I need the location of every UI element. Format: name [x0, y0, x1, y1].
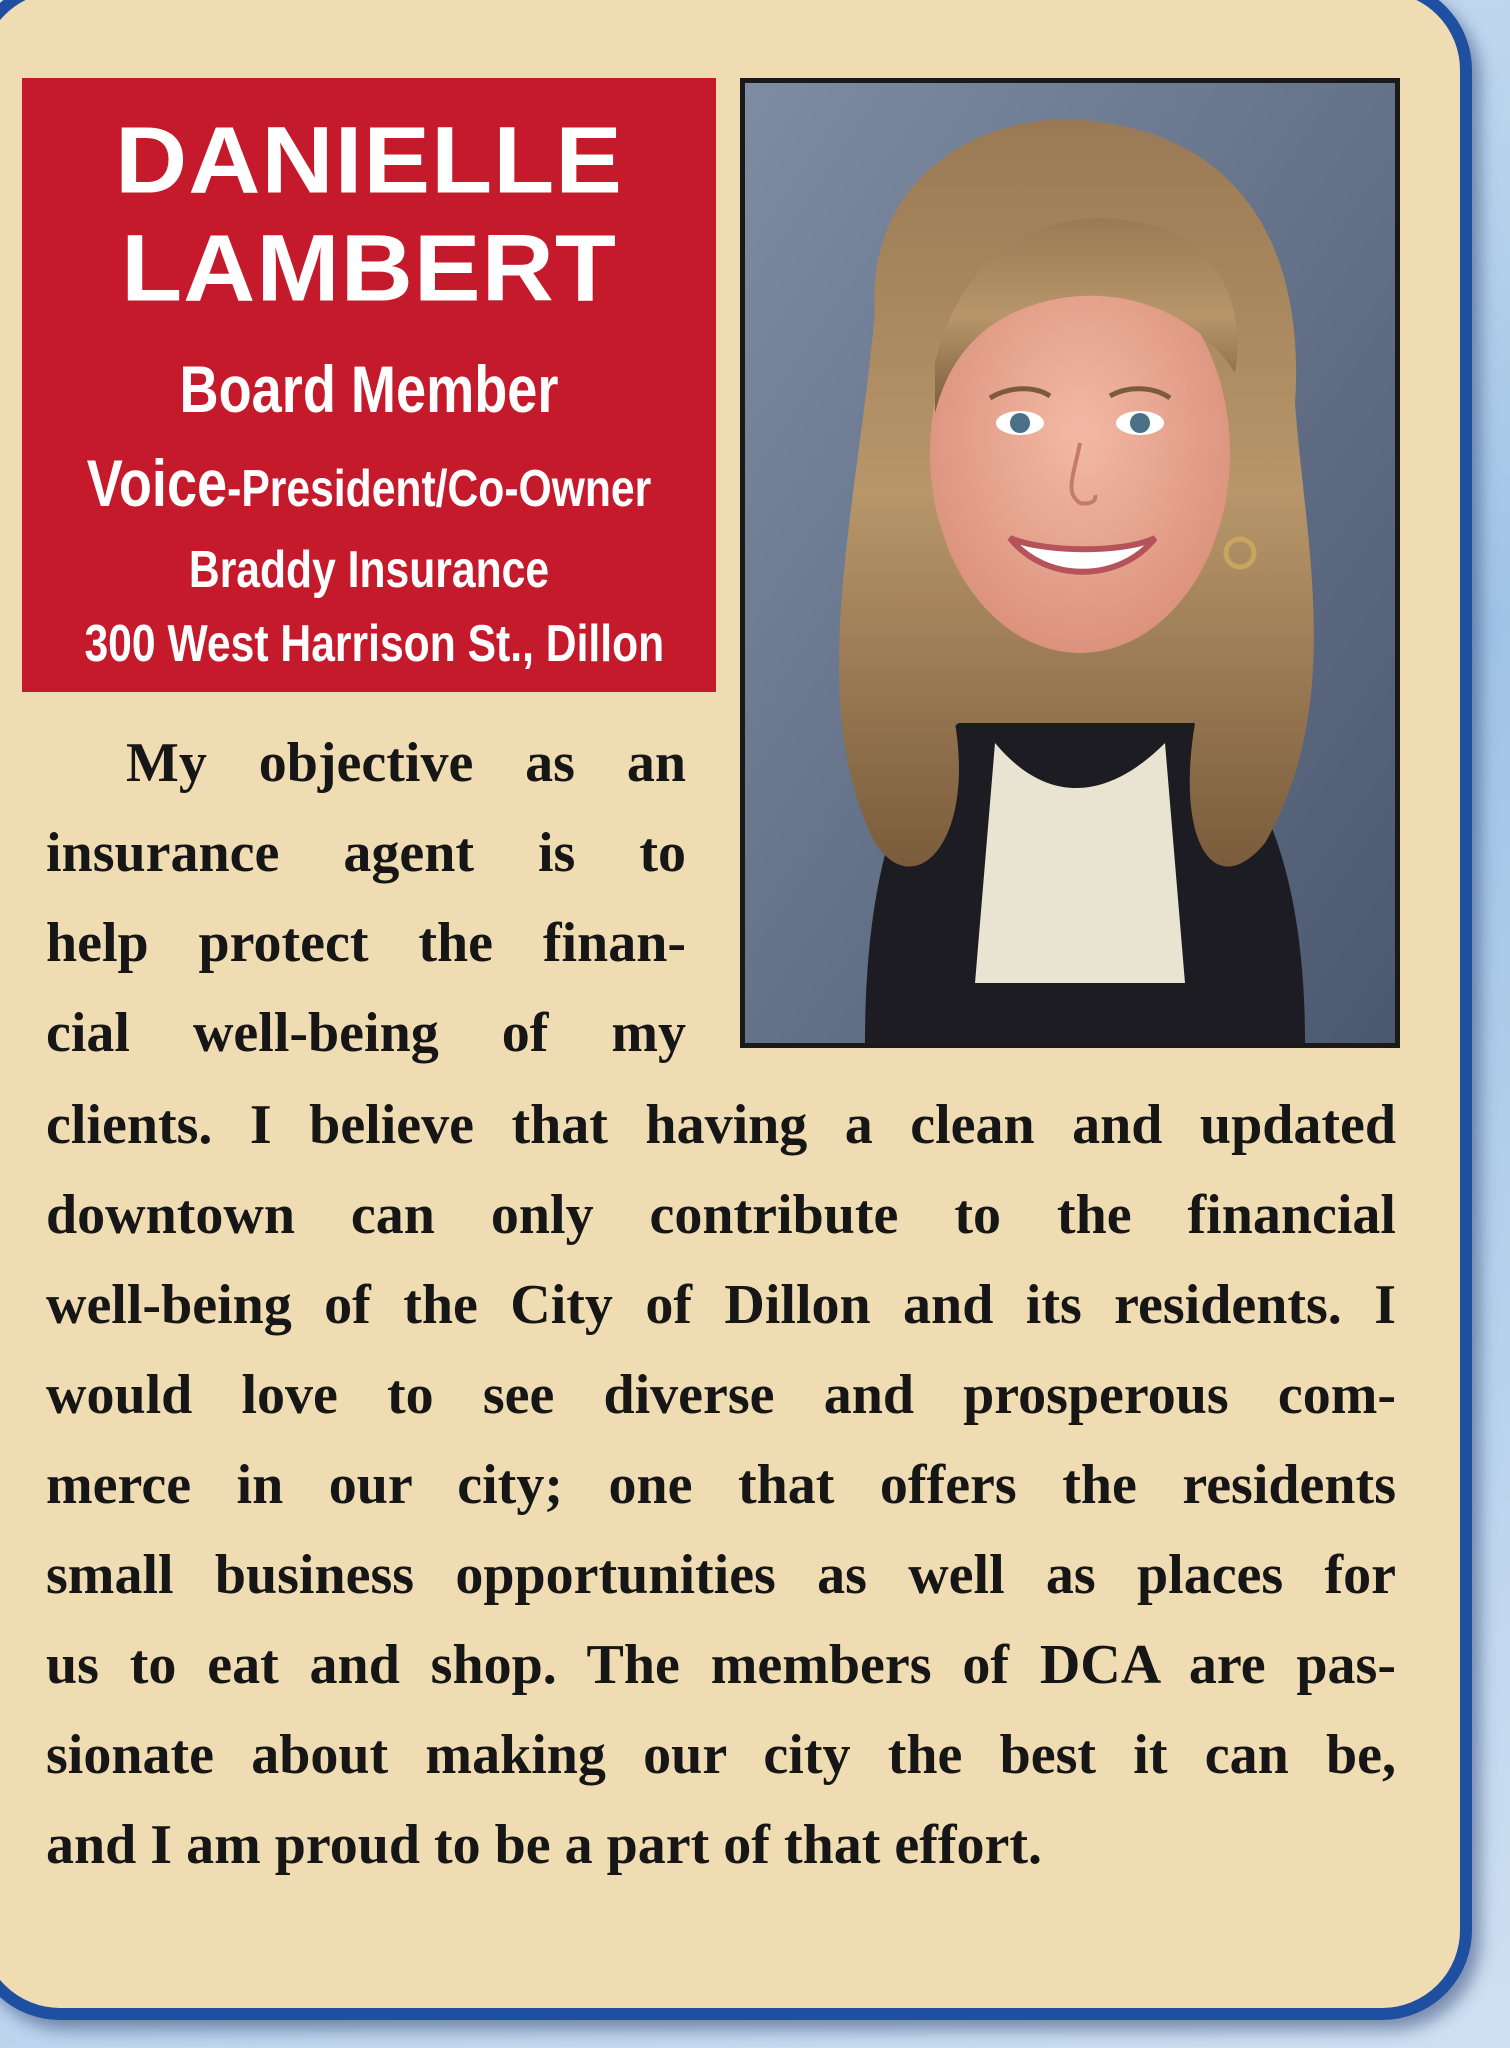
- job-title-lead: Voice: [86, 446, 228, 520]
- statement-line: insurance agent is to: [46, 822, 686, 884]
- statement-line-text: My objective as an: [126, 732, 686, 794]
- statement-line: merce in our city; one that offers the residents: [46, 1454, 1396, 1516]
- name-banner: [22, 78, 716, 692]
- job-title: [84, 446, 653, 520]
- statement-line: help protect the finan-: [46, 912, 686, 974]
- statement-line: cial well-being of my: [46, 1002, 686, 1064]
- statement-line: would love to see diverse and prosperous com-: [46, 1364, 1396, 1426]
- company-address: 300 West Harrison St., Dillon: [84, 615, 665, 673]
- statement-line: [46, 718, 686, 808]
- portrait-illustration: [745, 83, 1395, 1043]
- job-title-rest: -President/Co-Owner: [227, 460, 652, 518]
- first-name: DANIELLE: [115, 106, 623, 214]
- company-name: Braddy Insurance: [188, 541, 550, 599]
- statement-body: [46, 1080, 1396, 1890]
- statement-intro: [46, 718, 686, 1078]
- statement-line: sionate about making our city the best it can be,: [46, 1724, 1396, 1786]
- statement-line: downtown can only contribute to the financial: [46, 1184, 1396, 1246]
- board-role: Board Member: [179, 352, 559, 426]
- statement-line: us to eat and shop. The members of DCA are pas-: [46, 1634, 1396, 1696]
- statement-line: and I am proud to be a part of that effort.: [46, 1814, 1043, 1876]
- statement-line: well-being of the City of Dillon and its residents. I: [46, 1274, 1396, 1336]
- statement-line: small business opportunities as well as places for: [46, 1544, 1396, 1606]
- last-name: LAMBERT: [121, 214, 617, 322]
- statement-line: clients. I believe that having a clean and updated: [46, 1094, 1396, 1156]
- portrait-photo: [740, 78, 1400, 1048]
